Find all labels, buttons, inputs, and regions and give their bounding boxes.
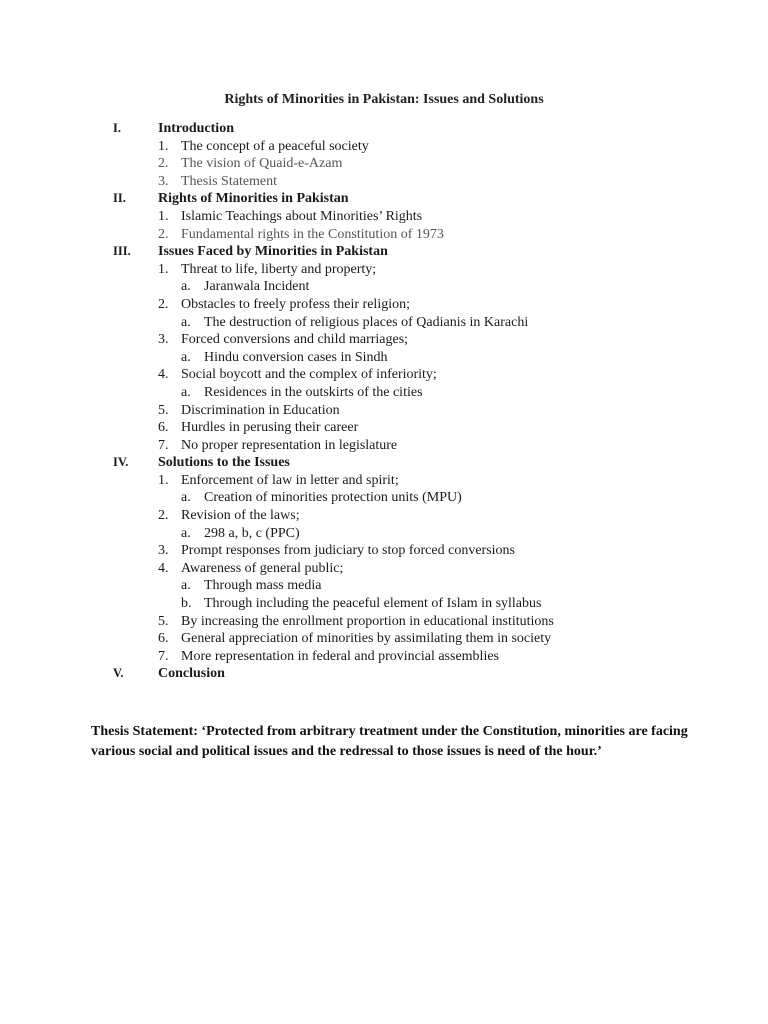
section-numeral: V. (113, 666, 124, 681)
outline-section (0, 454, 768, 472)
item-number: 5. (158, 613, 169, 629)
item-text: Social boycott and the complex of inferiority; (181, 367, 437, 383)
subitem-text: Residences in the outskirts of the cities (204, 384, 423, 400)
outline-item (0, 630, 768, 648)
section-heading: Solutions to the Issues (158, 455, 290, 471)
outline-item (0, 542, 768, 560)
outline-item (0, 208, 768, 226)
item-number: 7. (158, 648, 169, 664)
outline-section (0, 243, 768, 261)
section-numeral: II. (113, 191, 126, 206)
outline-subitem (0, 595, 768, 613)
outline-item (0, 138, 768, 156)
subitem-letter: a. (181, 490, 191, 506)
item-text: General appreciation of minorities by assimilating them in society (181, 631, 552, 647)
outline-subitem (0, 384, 768, 402)
subitem-text: Hindu conversion cases in Sindh (204, 349, 388, 365)
subitem-text: Jaranwala Incident (204, 279, 310, 295)
outline-item (0, 472, 768, 490)
outline-subitem (0, 314, 768, 332)
outline-item (0, 437, 768, 455)
outline-item (0, 402, 768, 420)
subitem-text: Creation of minorities protection units (MPU) (204, 490, 462, 506)
subitem-letter: a. (181, 279, 191, 295)
item-number: 1. (158, 472, 169, 488)
subitem-letter: a. (181, 314, 191, 330)
item-text: Fundamental rights in the Constitution of 1973 (181, 226, 444, 242)
item-number: 6. (158, 631, 169, 647)
outline-subitem (0, 489, 768, 507)
subitem-letter: a. (181, 384, 191, 400)
outline-subitem (0, 577, 768, 595)
item-text: Revision of the laws; (181, 508, 300, 524)
item-number: 1. (158, 261, 169, 277)
outline-item (0, 613, 768, 631)
document-title: Rights of Minorities in Pakistan: Issues and Solutions (224, 92, 544, 107)
subitem-text: Through including the peaceful element of Islam in syllabus (204, 596, 542, 612)
item-number: 2. (158, 508, 169, 524)
outline-subitem (0, 525, 768, 543)
item-text: The concept of a peaceful society (181, 138, 369, 154)
item-number: 7. (158, 437, 169, 453)
item-text: Threat to life, liberty and property; (181, 261, 377, 277)
subitem-letter: a. (181, 525, 191, 541)
section-numeral: III. (113, 244, 131, 259)
section-heading: Issues Faced by Minorities in Pakistan (158, 244, 388, 260)
outline-item (0, 419, 768, 437)
item-number: 5. (158, 402, 169, 418)
outline-item (0, 560, 768, 578)
subitem-text: The destruction of religious places of Qadianis in Karachi (204, 314, 529, 330)
item-number: 2. (158, 156, 169, 172)
subitem-letter: b. (181, 596, 192, 612)
section-heading: Conclusion (158, 666, 225, 682)
item-number: 3. (158, 173, 169, 189)
item-text: No proper representation in legislature (181, 437, 398, 453)
item-text: Awareness of general public; (181, 560, 344, 576)
item-number: 3. (158, 543, 169, 559)
outline-item (0, 261, 768, 279)
subitem-letter: a. (181, 578, 191, 594)
outline-item (0, 366, 768, 384)
item-number: 1. (158, 138, 169, 154)
item-text: By increasing the enrollment proportion in educational institutions (181, 613, 554, 629)
outline-section (0, 190, 768, 208)
outline-item (0, 648, 768, 666)
section-heading: Introduction (158, 121, 234, 136)
thesis-statement: Thesis Statement: ‘Protected from arbitrary treatment under the Constitution, minorities are facing various social and political issues and the redressal to those issues is need of the hour.’ (91, 724, 688, 759)
outline-item (0, 331, 768, 349)
item-text: Hurdles in perusing their career (181, 420, 359, 436)
outline-item (0, 226, 768, 244)
outline-item (0, 155, 768, 173)
section-numeral: IV. (113, 455, 129, 470)
item-text: More representation in federal and provincial assemblies (181, 648, 499, 664)
subitem-text: Through mass media (204, 578, 322, 594)
outline-section (0, 665, 768, 683)
item-number: 1. (158, 208, 169, 224)
outline (0, 120, 768, 683)
item-text: Islamic Teachings about Minorities’ Rights (181, 208, 423, 224)
item-text: Prompt responses from judiciary to stop forced conversions (181, 543, 515, 559)
item-text: The vision of Quaid-e-Azam (181, 156, 343, 172)
item-number: 2. (158, 296, 169, 312)
outline-item (0, 173, 768, 191)
item-number: 4. (158, 560, 169, 576)
subitem-letter: a. (181, 349, 191, 365)
item-text: Discrimination in Education (181, 402, 340, 418)
item-number: 4. (158, 367, 169, 383)
item-text: Forced conversions and child marriages; (181, 332, 409, 348)
section-numeral: I. (113, 121, 121, 135)
outline-subitem (0, 349, 768, 367)
item-number: 6. (158, 420, 169, 436)
item-text: Thesis Statement (181, 173, 278, 189)
outline-subitem (0, 278, 768, 296)
item-number: 2. (158, 226, 169, 242)
section-heading: Rights of Minorities in Pakistan (158, 191, 349, 207)
item-text: Enforcement of law in letter and spirit; (181, 472, 399, 488)
subitem-text: 298 a, b, c (PPC) (204, 525, 300, 541)
item-text: Obstacles to freely profess their religion; (181, 296, 410, 312)
item-number: 3. (158, 332, 169, 348)
outline-item (0, 296, 768, 314)
outline-section (0, 120, 768, 138)
outline-item (0, 507, 768, 525)
